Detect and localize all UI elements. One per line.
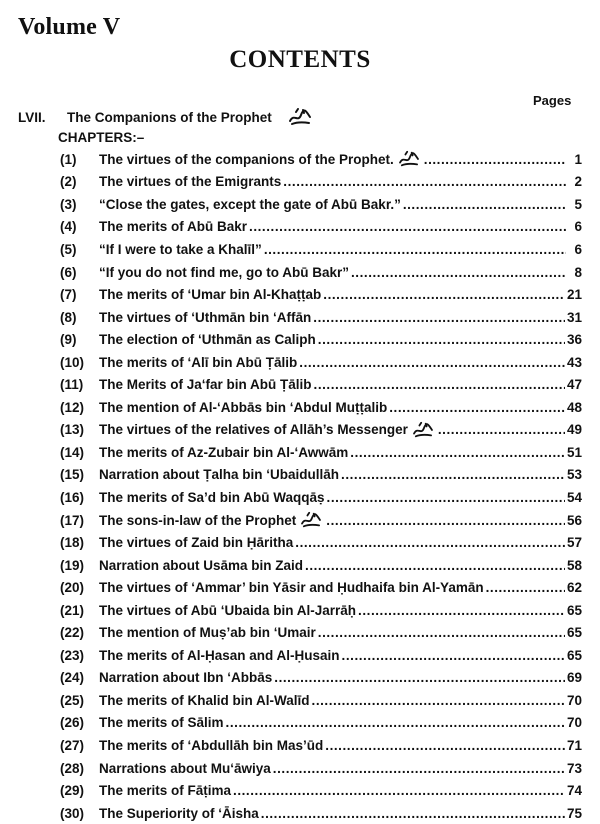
chapter-number: (22) (60, 625, 85, 641)
chapter-title (99, 783, 231, 798)
chapter-title-text: The election of ‘Uthmān as Caliph (99, 332, 316, 348)
chapter-title (99, 625, 316, 640)
toc-entry (99, 806, 582, 821)
toc-row[interactable] (0, 599, 600, 622)
chapter-number: (26) (60, 715, 85, 731)
dot-leader (274, 670, 565, 685)
toc-row[interactable] (0, 328, 600, 351)
chapter-title-text: “If I were to take a Khalīl” (99, 241, 262, 257)
page-number: 1 (574, 151, 582, 167)
toc-entry (99, 783, 582, 798)
toc-entry (99, 421, 582, 439)
dot-leader (283, 174, 566, 189)
toc-entry (99, 355, 582, 370)
chapter-title-text: Narration about Ṭalha bin ‘Ubaidullāh (99, 467, 340, 483)
chapter-number: (25) (60, 692, 85, 708)
chapter-title-text: The merits of Al-Ḥasan and Al-Ḥusain (99, 647, 340, 663)
pages-column-label: Pages (533, 93, 572, 108)
page-number: 56 (566, 512, 582, 528)
page-number: 71 (566, 737, 582, 753)
toc-row[interactable] (0, 261, 600, 284)
chapter-title (99, 219, 247, 234)
chapter-number: (19) (60, 557, 85, 573)
dot-leader (350, 445, 565, 460)
chapter-title (99, 693, 310, 708)
chapter-number: (12) (60, 399, 85, 415)
chapter-number: (21) (60, 602, 85, 618)
toc-entry (99, 625, 582, 640)
chapter-title (99, 738, 323, 753)
page-number: 75 (566, 805, 582, 821)
toc-entry (99, 580, 582, 595)
dot-leader (424, 152, 566, 167)
toc-row[interactable] (0, 238, 600, 261)
chapter-title-text: The virtues of Abū ‘Ubaida bin Al-Jarrāḥ (99, 602, 357, 618)
toc-row[interactable] (0, 644, 600, 667)
toc-row[interactable] (0, 441, 600, 464)
chapter-number: (16) (60, 489, 85, 505)
dot-leader (261, 806, 565, 821)
chapter-title (99, 603, 356, 618)
toc-entry (99, 197, 582, 212)
toc-row[interactable] (0, 171, 600, 194)
honorific-calligraphy-icon (300, 511, 322, 529)
chapter-title (99, 310, 311, 325)
dot-leader (318, 625, 565, 640)
chapter-number: (28) (60, 760, 85, 776)
chapter-title (99, 287, 321, 302)
toc-row[interactable] (0, 689, 600, 712)
toc-row[interactable] (0, 193, 600, 216)
chapter-number: (4) (60, 219, 77, 235)
toc-row[interactable] (0, 531, 600, 554)
chapter-title-text: The merits of Abū Bakr (99, 219, 248, 235)
dot-leader (486, 580, 565, 595)
chapter-number: (2) (60, 174, 77, 190)
chapter-title (99, 467, 339, 482)
page-number: 43 (566, 354, 582, 370)
toc-row[interactable] (0, 621, 600, 644)
toc-entry (99, 400, 582, 415)
chapter-number: (1) (60, 151, 77, 167)
chapter-title (99, 355, 297, 370)
chapter-title-text: The virtues of the Emigrants (99, 174, 282, 190)
chapter-number: (20) (60, 580, 85, 596)
toc-row[interactable] (0, 779, 600, 802)
chapter-title (99, 400, 387, 415)
toc-row[interactable] (0, 306, 600, 329)
chapter-number: (17) (60, 512, 85, 528)
chapter-title-text: The Merits of Ja‘far bin Abū Ṭālib (99, 377, 312, 393)
toc-entry (99, 242, 582, 257)
chapter-title (99, 242, 262, 257)
chapter-title (99, 558, 303, 573)
chapter-title-text: The merits of Sālim (99, 715, 224, 731)
chapter-number: (29) (60, 783, 85, 799)
chapter-title (99, 490, 325, 505)
dot-leader (305, 558, 565, 573)
honorific-calligraphy-icon (288, 107, 312, 127)
chapter-title-text: The virtues of ‘Ammar’ bin Yāsir and Ḥudhaifa bin Al-Yamān (99, 580, 484, 596)
toc-entry (99, 287, 582, 302)
dot-leader (299, 355, 565, 370)
contents-title: CONTENTS (229, 46, 371, 73)
toc-entry (99, 761, 582, 776)
toc-row[interactable] (0, 734, 600, 757)
dot-leader (313, 310, 565, 325)
chapter-title-text: The merits of ‘Umar bin Al-Khaṭṭab (99, 287, 322, 303)
chapter-title-text: The virtues of Zaid bin Ḥāritha (99, 535, 294, 551)
page-number: 70 (566, 715, 582, 731)
page-number: 53 (566, 467, 582, 483)
dot-leader (438, 422, 565, 437)
dot-leader (226, 715, 565, 730)
page-number: 48 (566, 399, 582, 415)
toc-entry (99, 265, 582, 280)
chapter-number: (8) (60, 309, 77, 325)
page-number: 57 (566, 535, 582, 551)
table-of-contents (0, 148, 600, 824)
honorific-calligraphy-icon (398, 150, 420, 168)
chapter-number: (7) (60, 287, 77, 303)
chapter-title-text: “If you do not find me, go to Abū Bakr” (99, 264, 349, 280)
toc-entry (99, 332, 582, 347)
chapter-title (99, 265, 349, 280)
page-number: 73 (566, 760, 582, 776)
toc-entry (99, 490, 582, 505)
chapter-title-text: The virtues of ‘Uthmān bin ‘Affān (99, 309, 312, 325)
chapter-number: (11) (60, 377, 84, 393)
chapter-title (99, 715, 224, 730)
chapter-title (99, 648, 340, 663)
page-number: 62 (566, 580, 582, 596)
toc-entry (99, 693, 582, 708)
chapter-title (99, 535, 293, 550)
toc-row[interactable] (0, 554, 600, 577)
toc-entry (99, 150, 582, 168)
chapter-title-text: The mention of Al-‘Abbās bin ‘Abdul Muṭṭalib (99, 399, 388, 415)
chapter-title-text: The merits of Sa’d bin Abū Waqqāṣ (99, 489, 325, 505)
chapter-title (99, 377, 312, 392)
honorific-calligraphy-icon (412, 421, 434, 439)
chapter-title (99, 174, 281, 189)
dot-leader (358, 603, 565, 618)
toc-row[interactable] (0, 373, 600, 396)
chapter-title-text: The Superiority of ‘Āisha (99, 805, 259, 821)
part-number: LVII. (18, 109, 46, 125)
toc-row[interactable] (0, 486, 600, 509)
chapter-title-text: Narration about Usāma bin Zaid (99, 557, 304, 573)
chapter-title-text: The virtues of the relatives of Allāh’s Messenger (99, 422, 408, 438)
dot-leader (264, 242, 566, 257)
dot-leader (318, 332, 565, 347)
toc-entry (99, 467, 582, 482)
toc-row[interactable] (0, 576, 600, 599)
chapter-title (99, 197, 401, 212)
page-number: 8 (574, 264, 582, 280)
page-number: 65 (566, 602, 582, 618)
chapter-title (99, 332, 316, 347)
page-number: 6 (574, 241, 582, 257)
volume-heading: Volume V (18, 14, 121, 40)
toc-row[interactable] (0, 216, 600, 239)
chapter-number: (24) (60, 670, 85, 686)
chapter-number: (14) (60, 444, 85, 460)
chapter-number: (23) (60, 647, 85, 663)
chapter-number: (15) (60, 467, 85, 483)
page-number: 51 (566, 444, 582, 460)
page-number: 70 (566, 692, 582, 708)
part-title: The Companions of the Prophet (67, 109, 272, 125)
toc-entry (99, 715, 582, 730)
chapter-title-text: The virtues of the companions of the Prophet. (99, 151, 394, 167)
page-number: 21 (566, 287, 582, 303)
toc-entry (99, 603, 582, 618)
chapter-number: (30) (60, 805, 85, 821)
dot-leader (389, 400, 565, 415)
page-number: 49 (566, 422, 582, 438)
page-number: 2 (574, 174, 582, 190)
toc-entry (99, 738, 582, 753)
chapter-title (99, 150, 422, 168)
chapter-title (99, 421, 436, 439)
chapter-number: (27) (60, 737, 85, 753)
chapter-number: (18) (60, 535, 85, 551)
toc-row[interactable] (0, 351, 600, 374)
toc-entry (99, 174, 582, 189)
chapter-title-text: “Close the gates, except the gate of Abū Bakr.” (99, 196, 401, 212)
chapter-title (99, 806, 259, 821)
toc-entry (99, 310, 582, 325)
chapter-number: (13) (60, 422, 85, 438)
chapter-title-text: The merits of ‘Alī bin Abū Ṭālib (99, 354, 298, 370)
chapter-title (99, 445, 348, 460)
toc-row[interactable] (0, 464, 600, 487)
dot-leader (314, 377, 565, 392)
toc-row[interactable] (0, 419, 600, 442)
chapter-title-text: The merits of Az-Zubair bin Al-‘Awwām (99, 444, 349, 460)
chapter-title-text: Narrations about Mu‘āwiya (99, 760, 271, 776)
part-heading (18, 106, 312, 128)
toc-entry (99, 535, 582, 550)
dot-leader (403, 197, 566, 212)
chapter-title-text: The merits of ‘Abdullāh bin Mas’ūd (99, 737, 324, 753)
chapter-number: (6) (60, 264, 77, 280)
page-number: 31 (566, 309, 582, 325)
toc-row[interactable] (0, 283, 600, 306)
page-number: 58 (566, 557, 582, 573)
page-number: 5 (574, 196, 582, 212)
page-number: 69 (566, 670, 582, 686)
page-number: 47 (566, 377, 582, 393)
dot-leader (323, 287, 565, 302)
dot-leader (327, 490, 565, 505)
dot-leader (312, 693, 565, 708)
chapters-label: CHAPTERS:– (58, 130, 145, 145)
toc-entry (99, 511, 582, 529)
page-number: 6 (574, 219, 582, 235)
chapter-title-text: The merits of Fāṭima (99, 783, 232, 799)
dot-leader (273, 761, 565, 776)
page-number: 65 (566, 647, 582, 663)
page-number: 36 (566, 332, 582, 348)
page-number: 74 (566, 783, 582, 799)
toc-entry (99, 377, 582, 392)
chapter-number: (9) (60, 332, 77, 348)
dot-leader (325, 738, 565, 753)
toc-entry (99, 648, 582, 663)
chapter-title-text: The mention of Muṣ’ab bin ‘Umair (99, 625, 316, 641)
toc-entry (99, 445, 582, 460)
dot-leader (342, 648, 565, 663)
chapter-title (99, 761, 271, 776)
toc-entry (99, 670, 582, 685)
chapter-title-text: The sons-in-law of the Prophet (99, 512, 297, 528)
dot-leader (326, 513, 565, 528)
toc-entry (99, 219, 582, 234)
toc-row[interactable] (0, 148, 600, 171)
chapter-title (99, 511, 324, 529)
dot-leader (233, 783, 565, 798)
chapter-number: (3) (60, 196, 77, 212)
dot-leader (295, 535, 565, 550)
chapter-number: (10) (60, 354, 85, 370)
chapter-title-text: Narration about Ibn ‘Abbās (99, 670, 273, 686)
page-number: 54 (566, 489, 582, 505)
toc-row[interactable] (0, 712, 600, 735)
chapter-number: (5) (60, 241, 77, 257)
toc-row[interactable] (0, 396, 600, 419)
dot-leader (341, 467, 565, 482)
page-number: 65 (566, 625, 582, 641)
toc-row[interactable] (0, 509, 600, 532)
chapter-title (99, 670, 272, 685)
chapter-title-text: The merits of Khalid bin Al-Walīd (99, 692, 310, 708)
chapter-title (99, 580, 484, 595)
toc-entry (99, 558, 582, 573)
dot-leader (249, 219, 566, 234)
toc-row[interactable] (0, 667, 600, 690)
toc-row[interactable] (0, 757, 600, 780)
dot-leader (351, 265, 566, 280)
